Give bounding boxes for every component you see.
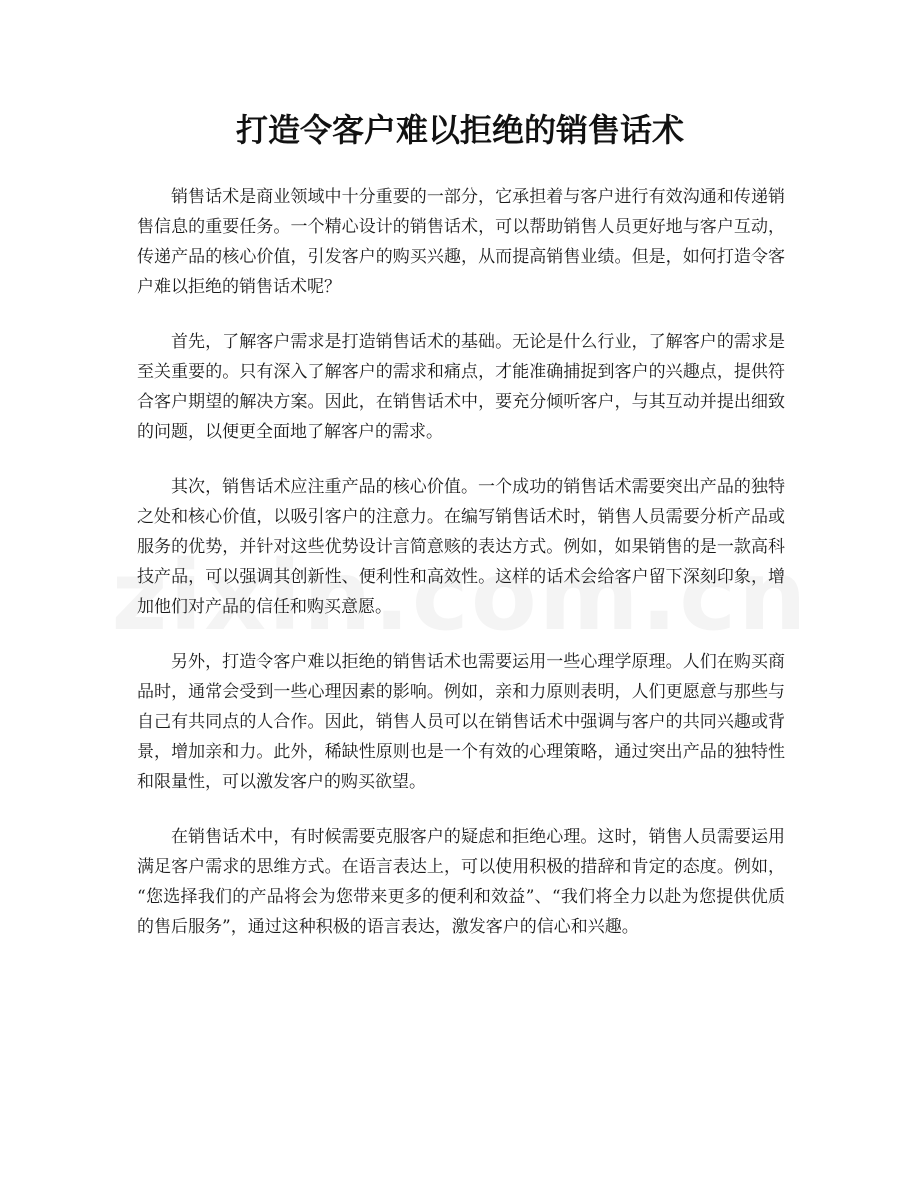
- paragraph-4: 另外，打造令客户难以拒绝的销售话术也需要运用一些心理学原理。人们在购买商品时，通常会受到一些心理因素的影响。例如，亲和力原则表明，人们更愿意与那些与自己有共同点的人合作。因此，销售人员可以在销售话术中强调与客户的共同兴趣或背景，增加亲和力。此外，稀缺性原则也是一个有效的心理策略，通过突出产品的独特性和限量性，可以激发客户的购买欲望。: [137, 652, 785, 792]
- paragraph-5: 在销售话术中，有时候需要克服客户的疑虑和拒绝心理。这时，销售人员需要运用满足客户需求的思维方式。在语言表达上，可以使用积极的措辞和肯定的态度。例如，“您选择我们的产品将会为您带来更多的便利和效益”、“我们将全力以赴为您提供优质的售后服务”，通过这种积极的语言表达，激发客户的信心和兴趣。: [137, 827, 785, 937]
- paragraph-1: 销售话术是商业领域中十分重要的一部分，它承担着与客户进行有效沟通和传递销售信息的重要任务。一个精心设计的销售话术，可以帮助销售人员更好地与客户互动，传递产品的核心价值，引发客户的购买兴趣，从而提高销售业绩。但是，如何打造令客户难以拒绝的销售话术呢？: [137, 187, 785, 297]
- paragraph-3: 其次，销售话术应注重产品的核心价值。一个成功的销售话术需要突出产品的独特之处和核心价值，以吸引客户的注意力。在编写销售话术时，销售人员需要分析产品或服务的优势，并针对这些优势设计言简意赅的表达方式。例如，如果销售的是一款高科技产品，可以强调其创新性、便利性和高效性。这样的话术会给客户留下深刻印象，增加他们对产品的信任和购买意愿。: [137, 477, 785, 617]
- paragraph-2: 首先，了解客户需求是打造销售话术的基础。无论是什么行业，了解客户的需求是至关重要的。只有深入了解客户的需求和痛点，才能准确捕捉到客户的兴趣点，提供符合客户期望的解决方案。因此，在销售话术中，要充分倾听客户，与其互动并提出细致的问题，以便更全面地了解客户的需求。: [137, 332, 785, 442]
- document-body: [137, 182, 785, 967]
- document-title: 打造令客户难以拒绝的销售话术: [235, 111, 684, 149]
